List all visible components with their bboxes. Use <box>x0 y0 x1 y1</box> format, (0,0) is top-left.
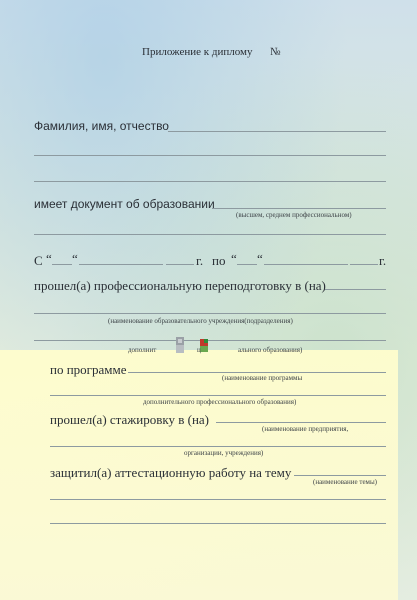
thesis-line <box>294 475 386 476</box>
number-sign: № <box>270 46 281 58</box>
thesis-line-3 <box>50 523 386 524</box>
year-suffix-2: г. <box>379 253 387 268</box>
from-quote-close: “ <box>72 251 78 266</box>
from-prefix: С <box>34 253 43 268</box>
fio-line-3 <box>34 181 386 182</box>
to-quote-close: “ <box>257 251 263 266</box>
program-line-2 <box>50 395 386 396</box>
year-suffix-1: г. <box>196 253 204 268</box>
extra-edu-hint-right: ального образования) <box>238 346 303 354</box>
fio-line-1 <box>168 131 386 132</box>
from-day-line <box>52 264 72 265</box>
document-line <box>212 208 386 209</box>
program-label: по программе <box>50 362 127 377</box>
document-label: имеет документ об образовании <box>34 197 215 211</box>
retraining-line <box>325 289 386 290</box>
retraining-label: прошел(а) профессиональную переподготовку в (на) <box>34 278 326 293</box>
extra-edu-hint-left: дополнит <box>128 346 157 354</box>
po-label: по <box>212 253 226 268</box>
scan-artifact-image <box>172 337 212 353</box>
to-month-line <box>264 264 348 265</box>
program-line <box>128 372 386 373</box>
from-year-line <box>166 264 194 265</box>
to-quote-open: “ <box>231 251 237 266</box>
thesis-label: защитил(а) аттестационную работу на тему <box>50 465 292 480</box>
internship-label: прошел(а) стажировку в (на) <box>50 412 210 427</box>
program-hint-2: дополнительного профессионального образования) <box>143 398 297 406</box>
institution-line <box>34 313 386 314</box>
from-quote-open: “ <box>46 251 52 266</box>
to-day-line <box>237 264 257 265</box>
document-hint: (высшем, среднем профессиональном) <box>236 211 352 219</box>
internship-line <box>216 422 386 423</box>
fio-label: Фамилия, имя, отчество <box>34 119 169 133</box>
fio-line-2 <box>34 155 386 156</box>
internship-hint: (наименование предприятия, <box>262 425 349 433</box>
to-year-line <box>350 264 378 265</box>
internship-hint-2: организации, учреждения) <box>184 449 264 457</box>
page-title: Приложение к диплому <box>142 46 253 58</box>
internship-line-2 <box>50 446 386 447</box>
thesis-hint: (наименование темы) <box>313 478 378 486</box>
institution-hint: (наименование образовательного учреждения(подразделения) <box>108 317 293 325</box>
program-hint: (наименование программы <box>222 374 303 382</box>
document-line-2 <box>34 234 386 235</box>
thesis-line-2 <box>50 499 386 500</box>
extra-edu-hint-mid: ц <box>197 346 201 354</box>
from-month-line <box>79 264 163 265</box>
